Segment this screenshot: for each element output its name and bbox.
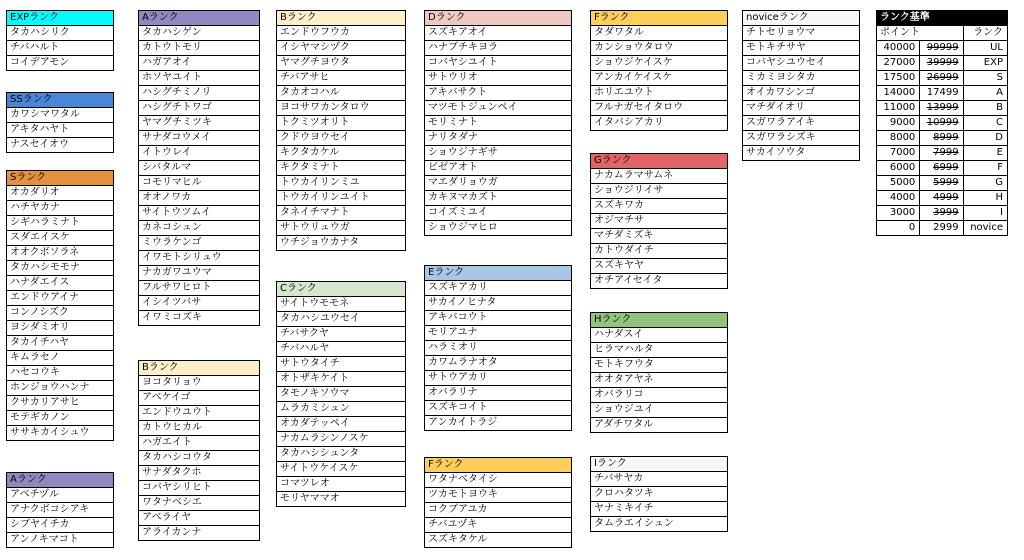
rank-value-cell[interactable]: G — [963, 176, 1007, 191]
name-cell[interactable]: マエダリョウガ — [425, 176, 572, 191]
point-column-header: ポイント — [877, 26, 964, 41]
name-cell[interactable]: エンドウユウト — [139, 406, 260, 421]
name-cell[interactable]: ワタナベタイシ — [425, 473, 572, 488]
name-cell[interactable]: ワタナベシエ — [139, 496, 260, 511]
point-max-cell[interactable]: 26999 — [920, 71, 963, 86]
name-cell[interactable]: ムラカミシュン — [277, 402, 406, 417]
name-cell[interactable]: ナリタダナ — [425, 131, 572, 146]
name-cell[interactable]: アキバサクト — [425, 86, 572, 101]
name-cell[interactable]: シバタルマ — [139, 161, 260, 176]
rank-list-c — [276, 281, 406, 507]
rank-value-cell[interactable]: S — [963, 71, 1007, 86]
name-cell[interactable]: アナクボコシアキ — [7, 503, 114, 518]
name-cell[interactable]: コクブアユカ — [425, 503, 572, 518]
name-cell[interactable]: ショウジマヒロ — [425, 221, 572, 236]
rank-value-cell[interactable]: UL — [963, 41, 1007, 56]
name-cell[interactable]: トクミツオリト — [277, 116, 406, 131]
rank-criteria-table — [876, 10, 1008, 236]
name-cell[interactable]: チバアサヒ — [277, 71, 406, 86]
name-cell[interactable]: コンノシズク — [7, 306, 114, 321]
name-cell[interactable]: ナカムラシンノスケ — [277, 432, 406, 447]
name-cell[interactable]: アキバコウト — [425, 311, 572, 326]
name-cell[interactable]: オオタアヤネ — [591, 373, 728, 388]
name-cell[interactable]: モリヤママオ — [277, 492, 406, 507]
name-cell[interactable]: オオノワカ — [139, 191, 260, 206]
name-cell[interactable]: タカハシゲン — [139, 26, 260, 41]
rank-criteria-header: ランク基準 — [877, 11, 1008, 26]
rank-list-exp — [6, 10, 114, 71]
name-cell[interactable]: ウチジョウカナタ — [277, 236, 406, 251]
point-max-cell[interactable]: 39999 — [920, 56, 963, 71]
name-cell[interactable]: オカダテッペイ — [277, 417, 406, 432]
name-cell[interactable]: フルサワヒロト — [139, 281, 260, 296]
name-cell[interactable]: シブヤイチカ — [7, 518, 114, 533]
rank-value-cell[interactable]: D — [963, 131, 1007, 146]
name-cell[interactable]: オバラリコ — [591, 388, 728, 403]
point-max-cell[interactable]: 8999 — [920, 131, 963, 146]
name-cell[interactable]: スガワラアイキ — [743, 116, 860, 131]
name-cell[interactable]: ヨコサワカンタロウ — [277, 101, 406, 116]
rank-list-f1 — [590, 10, 728, 131]
name-cell[interactable]: コイズミユイ — [425, 206, 572, 221]
rank-list-i — [590, 456, 728, 532]
name-cell[interactable]: トウカイリンユイト — [277, 191, 406, 206]
name-cell[interactable]: ナスセイオウ — [7, 138, 114, 153]
name-cell[interactable]: カンショウタロウ — [591, 41, 728, 56]
name-cell[interactable]: アライカンナ — [139, 526, 260, 541]
name-cell[interactable]: タムラエイシュン — [591, 517, 728, 532]
name-cell[interactable]: チバハルト — [7, 41, 114, 56]
name-cell[interactable]: クロハタツキ — [591, 487, 728, 502]
name-cell[interactable]: キムラセノ — [7, 351, 114, 366]
name-cell[interactable]: オオクボソラネ — [7, 246, 114, 261]
name-cell[interactable]: アンカイトラジ — [425, 416, 572, 431]
name-cell[interactable]: マチダミズキ — [591, 229, 728, 244]
name-cell[interactable]: タカイチハヤ — [7, 336, 114, 351]
rank-value-cell[interactable]: A — [963, 86, 1007, 101]
name-cell[interactable]: サトウアカリ — [425, 371, 572, 386]
rank-list-a2 — [138, 10, 260, 326]
name-cell[interactable]: スズキアオイ — [425, 26, 572, 41]
name-cell[interactable]: タモノキソウマ — [277, 387, 406, 402]
name-cell[interactable]: エンドウフウカ — [277, 26, 406, 41]
name-cell[interactable]: クドウヨウセイ — [277, 131, 406, 146]
name-cell[interactable]: ササキカイシュウ — [7, 426, 114, 441]
name-cell[interactable]: キクタカケル — [277, 146, 406, 161]
name-cell[interactable]: ビゼアオト — [425, 161, 572, 176]
name-cell[interactable]: ショウジナギサ — [425, 146, 572, 161]
name-cell[interactable]: キクタミナト — [277, 161, 406, 176]
name-cell[interactable]: オトザキケイト — [277, 372, 406, 387]
name-cell[interactable]: サナダコウメイ — [139, 131, 260, 146]
rank-list-s — [6, 170, 114, 441]
rank-value-cell[interactable]: E — [963, 146, 1007, 161]
name-cell[interactable]: コバヤシリヒト — [139, 481, 260, 496]
name-cell[interactable]: アベケイゴ — [139, 391, 260, 406]
name-cell[interactable]: コマツレオ — [277, 477, 406, 492]
name-cell[interactable]: ハシグチトワゴ — [139, 101, 260, 116]
name-cell[interactable]: ホソヤユイト — [139, 71, 260, 86]
name-cell[interactable]: ハシグチミノリ — [139, 86, 260, 101]
rank-list-header[interactable]: Aランク — [139, 11, 260, 26]
name-cell[interactable]: ショウジユイ — [591, 403, 728, 418]
name-cell[interactable]: ハセコウキ — [7, 366, 114, 381]
point-max-cell[interactable]: 4999 — [920, 191, 963, 206]
name-cell[interactable]: タネイチマナト — [277, 206, 406, 221]
name-cell[interactable]: イシイツバサ — [139, 296, 260, 311]
name-cell[interactable]: ハチヤカナ — [7, 201, 114, 216]
name-cell[interactable]: カトウヒカル — [139, 421, 260, 436]
name-cell[interactable]: スズキコイト — [425, 401, 572, 416]
name-cell[interactable]: アキタハヤト — [7, 123, 114, 138]
rank-list-header[interactable]: Gランク — [591, 154, 728, 169]
rank-list-e — [424, 265, 572, 431]
name-cell[interactable]: モリアユナ — [425, 326, 572, 341]
name-cell[interactable]: ヤマグチミツキ — [139, 116, 260, 131]
name-cell[interactable]: スズキヤヤ — [591, 259, 728, 274]
rank-list-header[interactable]: Cランク — [277, 282, 406, 297]
rank-list-header[interactable]: Dランク — [425, 11, 572, 26]
name-cell[interactable]: コバヤシユウセイ — [743, 56, 860, 71]
point-min-cell[interactable]: 5000 — [877, 176, 920, 191]
rank-value-cell[interactable]: I — [963, 206, 1007, 221]
point-max-cell[interactable]: 3999 — [920, 206, 963, 221]
name-cell[interactable]: コモリマヒル — [139, 176, 260, 191]
name-cell[interactable]: ハナダスイ — [591, 328, 728, 343]
rank-list-h — [590, 312, 728, 433]
name-cell[interactable]: ハガエイト — [139, 436, 260, 451]
name-cell[interactable]: ハラミオリ — [425, 341, 572, 356]
name-cell[interactable]: スダエイスケ — [7, 231, 114, 246]
rank-list-b1 — [276, 10, 406, 251]
name-cell[interactable]: ツカモトヨウキ — [425, 488, 572, 503]
name-cell[interactable]: ショウジケイスケ — [591, 56, 728, 71]
rank-column-header: ランク — [963, 26, 1007, 41]
name-cell[interactable]: チバサヤカ — [591, 472, 728, 487]
point-min-cell[interactable]: 40000 — [877, 41, 920, 56]
name-cell[interactable]: オバラリナ — [425, 386, 572, 401]
rank-value-cell[interactable]: C — [963, 116, 1007, 131]
name-cell[interactable]: オチアイセイタ — [591, 274, 728, 289]
rank-value-cell[interactable]: novice — [963, 221, 1007, 236]
name-cell[interactable]: アベライヤ — [139, 511, 260, 526]
name-cell[interactable]: フルナガセイタロウ — [591, 101, 728, 116]
point-min-cell[interactable]: 9000 — [877, 116, 920, 131]
name-cell[interactable]: ミカミヨシタカ — [743, 71, 860, 86]
name-cell[interactable]: サトウリオ — [425, 71, 572, 86]
rank-value-cell[interactable]: H — [963, 191, 1007, 206]
rank-list-b2 — [138, 360, 260, 541]
rank-list-g — [590, 153, 728, 289]
name-cell[interactable]: タカハシシュンタ — [277, 447, 406, 462]
name-cell[interactable]: カワシマワタル — [7, 108, 114, 123]
name-cell[interactable]: アダチワタル — [591, 418, 728, 433]
rank-list-f2 — [424, 457, 572, 548]
rank-list-header[interactable]: Aランク — [7, 473, 114, 488]
name-cell[interactable]: イタバシアカリ — [591, 116, 728, 131]
name-cell[interactable]: ハガアオイ — [139, 56, 260, 71]
name-cell[interactable]: タカハシモモナ — [7, 261, 114, 276]
rank-list-header[interactable]: Fランク — [591, 11, 728, 26]
name-cell[interactable]: ヨシダミオリ — [7, 321, 114, 336]
rank-list-header[interactable]: Eランク — [425, 266, 572, 281]
name-cell[interactable]: サトウタイチ — [277, 357, 406, 372]
name-cell[interactable]: オイカワシンゴ — [743, 86, 860, 101]
rank-value-cell[interactable]: B — [963, 101, 1007, 116]
name-cell[interactable]: モトキフウタ — [591, 358, 728, 373]
name-cell[interactable]: モテギカノン — [7, 411, 114, 426]
point-min-cell[interactable]: 3000 — [877, 206, 920, 221]
point-min-cell[interactable]: 6000 — [877, 161, 920, 176]
name-cell[interactable]: トウカイリンミユ — [277, 176, 406, 191]
name-cell[interactable]: サイトウツムイ — [139, 206, 260, 221]
name-cell[interactable]: サトウリュウガ — [277, 221, 406, 236]
rank-list-header[interactable]: Sランク — [7, 171, 114, 186]
name-cell[interactable]: モトキチサヤ — [743, 41, 860, 56]
point-min-cell[interactable]: 8000 — [877, 131, 920, 146]
name-cell[interactable]: イシヤマシヅク — [277, 41, 406, 56]
point-min-cell[interactable]: 11000 — [877, 101, 920, 116]
point-max-cell[interactable]: 17499 — [920, 86, 963, 101]
rank-list-header[interactable]: SSランク — [7, 93, 114, 108]
name-cell[interactable]: タカハシコウタ — [139, 451, 260, 466]
name-cell[interactable]: カネコシュン — [139, 221, 260, 236]
name-cell[interactable]: ナカガワユウマ — [139, 266, 260, 281]
name-cell[interactable]: エンドウアイナ — [7, 291, 114, 306]
name-cell[interactable]: コバヤシユイト — [425, 56, 572, 71]
point-max-cell[interactable]: 13999 — [920, 101, 963, 116]
rank-value-cell[interactable]: EXP — [963, 56, 1007, 71]
rank-list-header[interactable]: Bランク — [277, 11, 406, 26]
name-cell[interactable]: ミウラケンゴ — [139, 236, 260, 251]
point-max-cell[interactable]: 7999 — [920, 146, 963, 161]
name-cell[interactable]: アンノキマコト — [7, 533, 114, 548]
name-cell[interactable]: タダワタル — [591, 26, 728, 41]
name-cell[interactable]: アンカイケイスケ — [591, 71, 728, 86]
rank-list-a1 — [6, 472, 114, 548]
name-cell[interactable]: チバハルヤ — [277, 342, 406, 357]
rank-value-cell[interactable]: F — [963, 161, 1007, 176]
name-cell[interactable]: カキヌマカズト — [425, 191, 572, 206]
name-cell[interactable]: ヤマグチヨウタ — [277, 56, 406, 71]
rank-list-ss — [6, 92, 114, 153]
name-cell[interactable]: チトセリョウマ — [743, 26, 860, 41]
name-cell[interactable]: カトウトモリ — [139, 41, 260, 56]
name-cell[interactable]: ハナブチキヨラ — [425, 41, 572, 56]
name-cell[interactable]: ヨコタリョウ — [139, 376, 260, 391]
name-cell[interactable]: サイトウモモネ — [277, 297, 406, 312]
rank-list-d — [424, 10, 572, 236]
point-max-cell[interactable]: 6999 — [920, 161, 963, 176]
name-cell[interactable]: タカハシリク — [7, 26, 114, 41]
point-min-cell[interactable]: 7000 — [877, 146, 920, 161]
name-cell[interactable]: タカハシユウセイ — [277, 312, 406, 327]
name-cell[interactable]: クサカリアサヒ — [7, 396, 114, 411]
name-cell[interactable]: スズキワカ — [591, 199, 728, 214]
name-cell[interactable]: チバサクヤ — [277, 327, 406, 342]
name-cell[interactable]: スズキタケル — [425, 533, 572, 548]
name-cell[interactable]: カトウダイチ — [591, 244, 728, 259]
name-cell[interactable]: イトウレイ — [139, 146, 260, 161]
point-min-cell[interactable]: 0 — [877, 221, 920, 236]
name-cell[interactable]: イワモトシリュウ — [139, 251, 260, 266]
point-min-cell[interactable]: 27000 — [877, 56, 920, 71]
rank-list-header[interactable]: EXPランク — [7, 11, 114, 26]
name-cell[interactable]: マチダイオリ — [743, 101, 860, 116]
name-cell[interactable]: コイデアモン — [7, 56, 114, 71]
name-cell[interactable]: オジマチサ — [591, 214, 728, 229]
name-cell[interactable]: チバユヅキ — [425, 518, 572, 533]
name-cell[interactable]: ハナダエイス — [7, 276, 114, 291]
rank-list-header[interactable]: Iランク — [591, 457, 728, 472]
point-max-cell[interactable]: 5999 — [920, 176, 963, 191]
point-max-cell[interactable]: 99999 — [920, 41, 963, 56]
name-cell[interactable]: イワミコズキ — [139, 311, 260, 326]
name-cell[interactable]: ホリエユウト — [591, 86, 728, 101]
point-min-cell[interactable]: 17500 — [877, 71, 920, 86]
name-cell[interactable]: アベチヅル — [7, 488, 114, 503]
name-cell[interactable]: サカイソウタ — [743, 146, 860, 161]
point-max-cell[interactable]: 2999 — [920, 221, 963, 236]
point-max-cell[interactable]: 10999 — [920, 116, 963, 131]
point-min-cell[interactable]: 4000 — [877, 191, 920, 206]
name-cell[interactable]: シギハラミナト — [7, 216, 114, 231]
rank-list-novice — [742, 10, 860, 161]
name-cell[interactable]: サカイノヒナタ — [425, 296, 572, 311]
name-cell[interactable]: オカダリオ — [7, 186, 114, 201]
name-cell[interactable]: カワムラナオタ — [425, 356, 572, 371]
rank-list-header[interactable]: Hランク — [591, 313, 728, 328]
point-min-cell[interactable]: 14000 — [877, 86, 920, 101]
rank-list-header[interactable]: Fランク — [425, 458, 572, 473]
name-cell[interactable]: タカオコハル — [277, 86, 406, 101]
name-cell[interactable]: マツモトジュンペイ — [425, 101, 572, 116]
name-cell[interactable]: ショウジリイサ — [591, 184, 728, 199]
name-cell[interactable]: ヤナミキイチ — [591, 502, 728, 517]
name-cell[interactable]: スガワラシズキ — [743, 131, 860, 146]
name-cell[interactable]: モリミナト — [425, 116, 572, 131]
rank-list-header[interactable]: Bランク — [139, 361, 260, 376]
rank-list-header[interactable]: noviceランク — [743, 11, 860, 26]
name-cell[interactable]: スズキアカリ — [425, 281, 572, 296]
name-cell[interactable]: サナダタクホ — [139, 466, 260, 481]
name-cell[interactable]: ナカムラマサムネ — [591, 169, 728, 184]
name-cell[interactable]: サイトウケイスケ — [277, 462, 406, 477]
name-cell[interactable]: ヒラマハルタ — [591, 343, 728, 358]
name-cell[interactable]: ホンジョウハンナ — [7, 381, 114, 396]
